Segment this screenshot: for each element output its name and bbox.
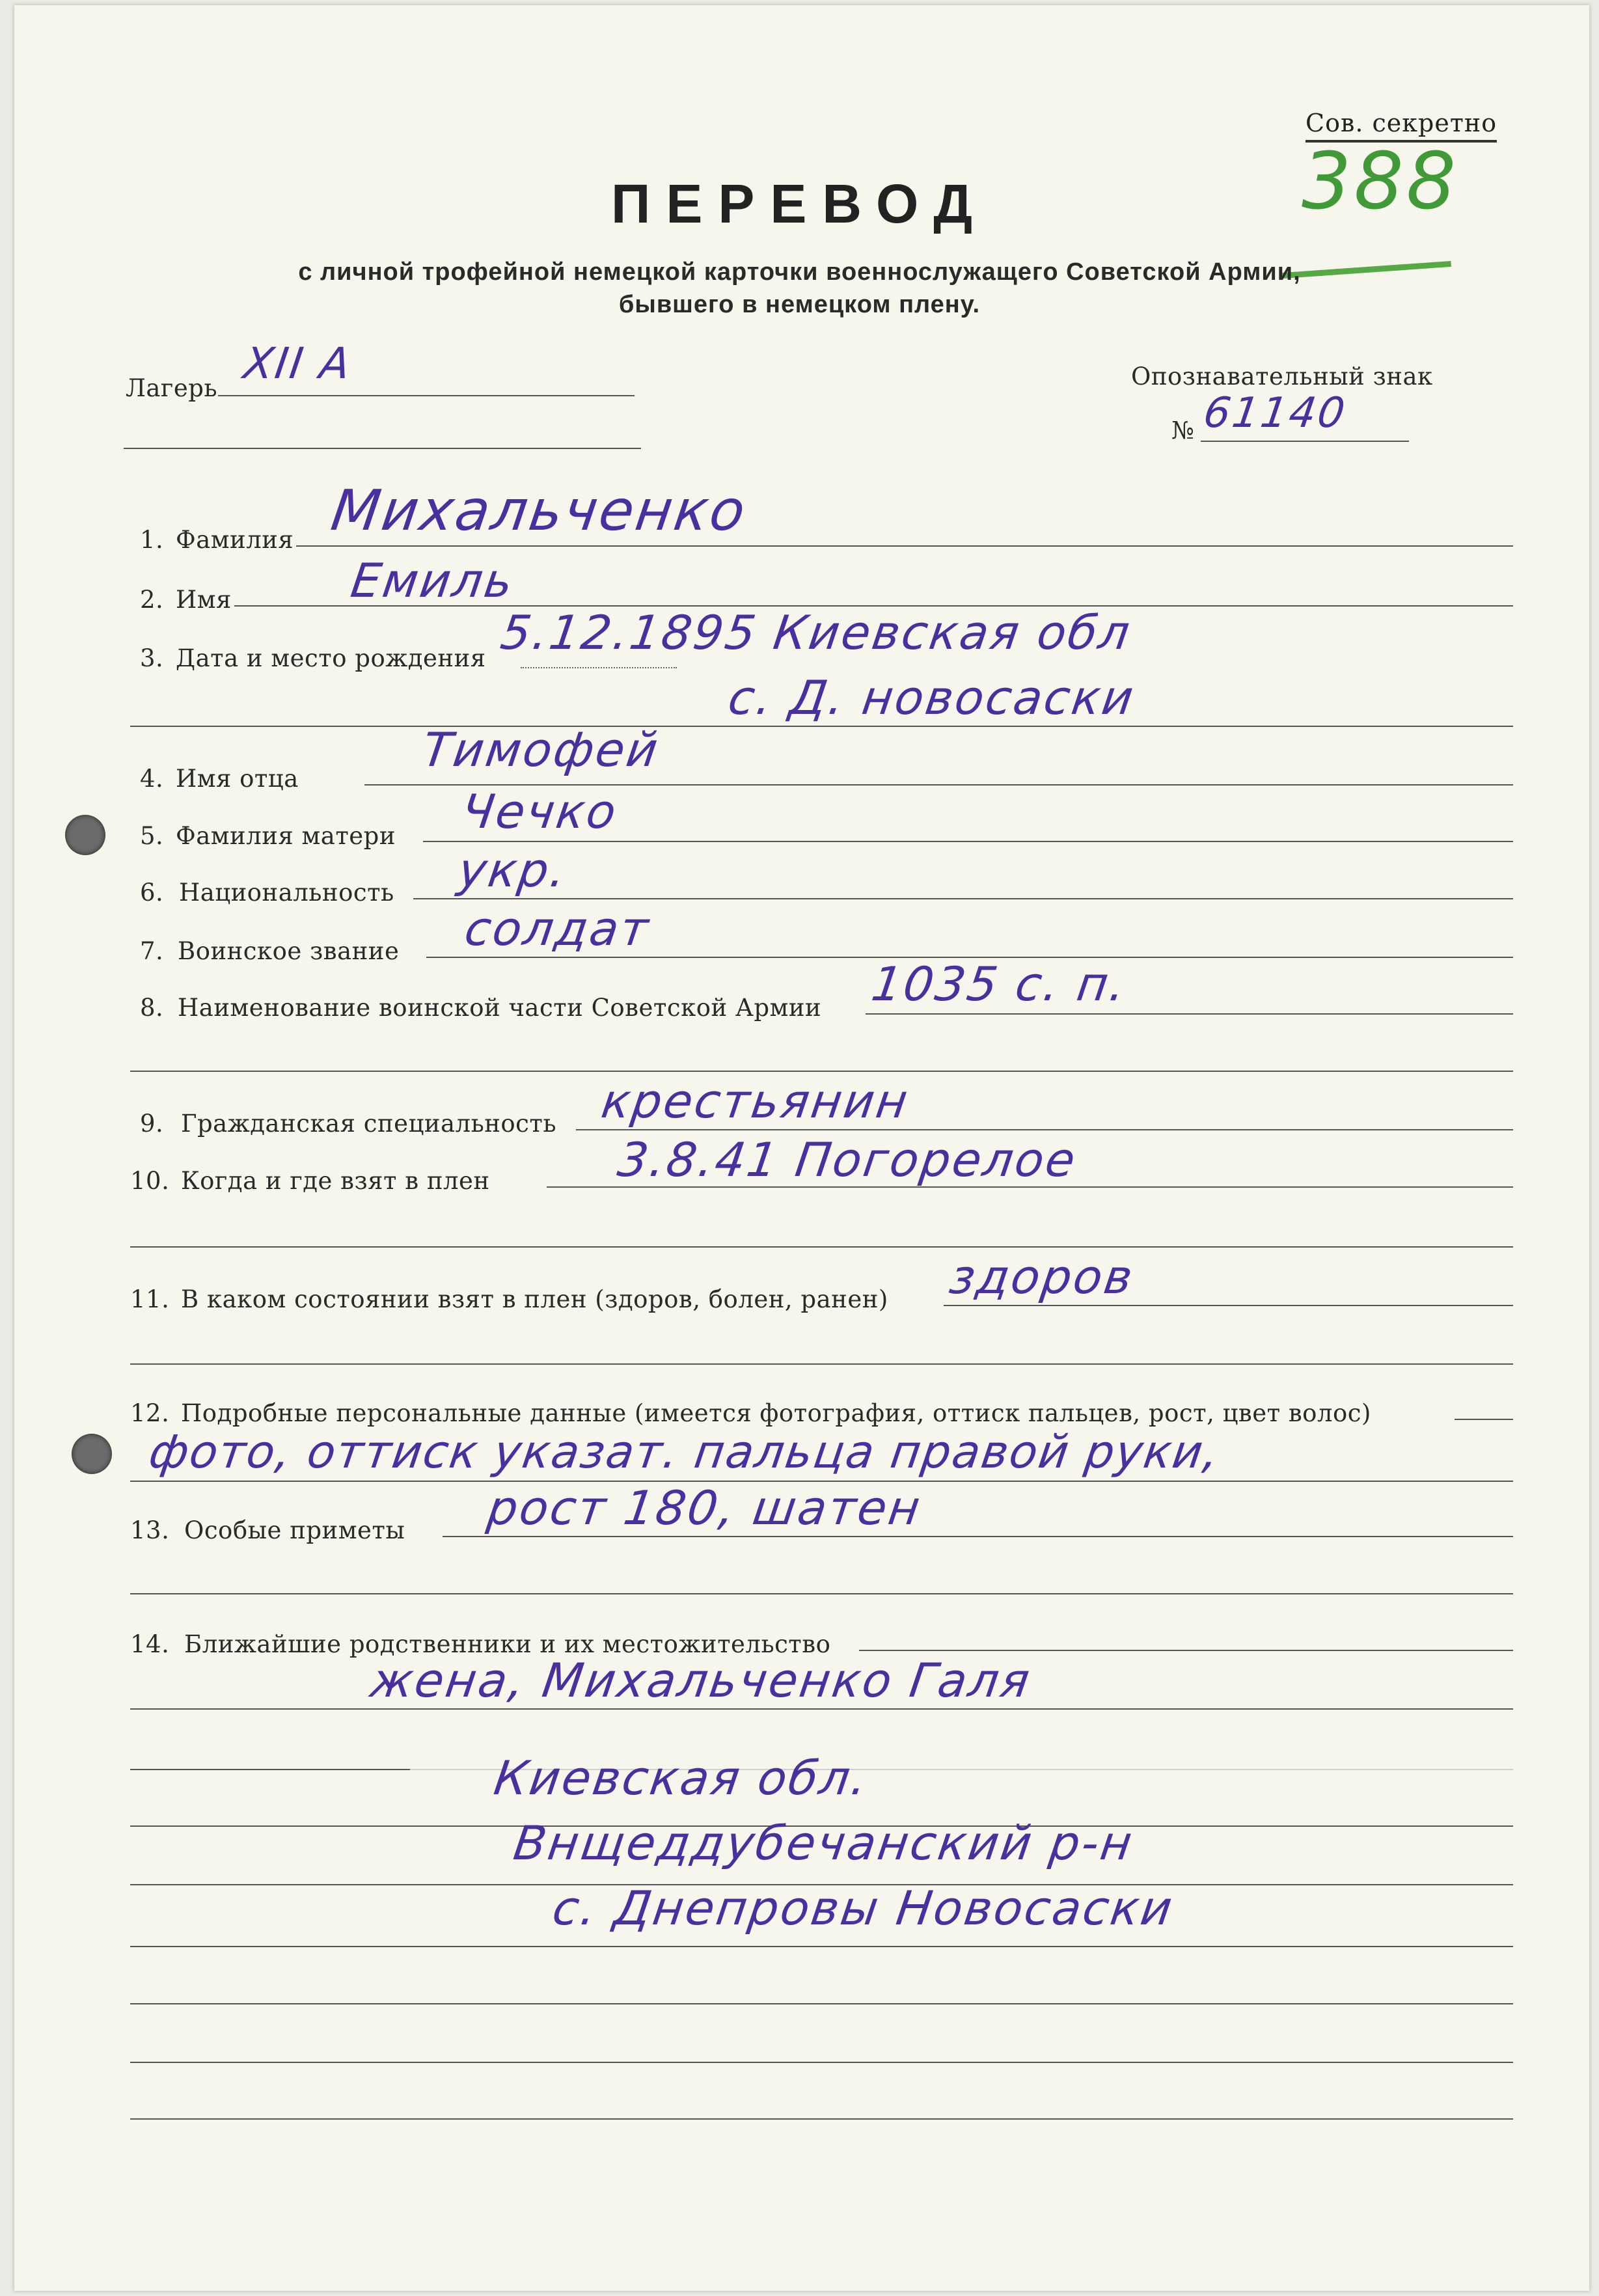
field-1-label: Фамилия [176, 526, 294, 554]
field-9-label: Гражданская специальность [181, 1110, 557, 1138]
field-8-value: 1035 с. п. [868, 957, 1131, 1011]
field-5-number: 5. [140, 822, 164, 850]
id-tag-number-sign: № [1171, 417, 1195, 444]
id-tag-label: Опознавательный знак [1131, 362, 1433, 390]
field-11-label: В каком состоянии взят в плен (здоров, болен, ранен) [181, 1285, 888, 1313]
field-12-label: Подробные персональные данные (имеется фотография, оттиск пальцев, рост, цвет волос) [181, 1399, 1371, 1427]
field-12-number: 12. [130, 1399, 170, 1427]
field-1-number: 1. [140, 526, 164, 554]
field-10-value: 3.8.41 Погорелое [614, 1132, 1081, 1187]
field-3-value-line-2: с. Д. новосаски [725, 670, 1139, 725]
field-11-value: здоров [946, 1250, 1138, 1304]
field-14-value-line-3: Внщеддубечанский р-н [510, 1816, 1138, 1870]
field-10-label: Когда и где взят в плен [181, 1167, 490, 1195]
field-6-number: 6. [140, 879, 164, 907]
camp-value: XII A [240, 338, 355, 389]
field-4-label: Имя отца [176, 765, 299, 793]
field-2-label: Имя [176, 586, 232, 614]
field-9-value: крестьянин [598, 1074, 913, 1128]
registry-number: 388 [1302, 137, 1459, 227]
field-2-value: Емиль [348, 553, 518, 608]
field-12-value: фото, оттиск указат. пальца правой руки, [146, 1425, 1223, 1479]
field-5-value: Чечко [458, 784, 622, 839]
field-14-value-line-4: с. Днепровы Новосаски [549, 1881, 1178, 1935]
field-13-value: рост 180, шатен [484, 1481, 925, 1535]
field-14-label: Ближайшие родственники и их местожительство [184, 1630, 831, 1658]
field-10-number: 10. [130, 1167, 170, 1195]
field-13-number: 13. [130, 1516, 170, 1544]
field-11-number: 11. [130, 1285, 170, 1313]
subtitle-line-1: с личной трофейной немецкой карточки военнослужащего Советской Армии, [298, 258, 1301, 286]
field-3-label: Дата и место рождения [176, 644, 486, 672]
field-7-value: солдат [461, 901, 654, 956]
id-tag-value: 61140 [1200, 389, 1350, 437]
page-title: ПЕРЕВОД [610, 173, 989, 234]
field-14-value-line-2: Киевская обл. [491, 1751, 873, 1805]
field-13-label: Особые приметы [184, 1516, 405, 1544]
field-8-number: 8. [140, 994, 164, 1022]
field-14-number: 14. [130, 1630, 170, 1658]
punch-hole-bottom [72, 1434, 112, 1474]
field-5-label: Фамилия матери [176, 822, 396, 850]
punch-hole-top [65, 815, 105, 855]
field-9-number: 9. [140, 1110, 164, 1138]
field-3-number: 3. [140, 644, 164, 672]
field-1-value: Михальченко [327, 478, 751, 543]
field-8-label: Наименование воинской части Советской Армии [178, 994, 822, 1022]
field-4-value: Тимофей [419, 722, 663, 777]
field-7-label: Воинское звание [178, 937, 400, 965]
subtitle-line-2: бывшего в немецком плену. [618, 291, 981, 318]
field-6-value: укр. [455, 843, 571, 897]
field-6-label: Национальность [179, 879, 394, 907]
field-14-value: жена, Михальченко Галя [367, 1653, 1035, 1708]
field-7-number: 7. [140, 937, 164, 965]
classification-stamp: Сов. секретно [1305, 109, 1497, 143]
camp-label: Лагерь [126, 374, 218, 402]
field-2-number: 2. [140, 586, 164, 614]
field-3-value: 5.12.1895 Киевская обл [497, 605, 1135, 660]
field-4-number: 4. [140, 765, 164, 793]
